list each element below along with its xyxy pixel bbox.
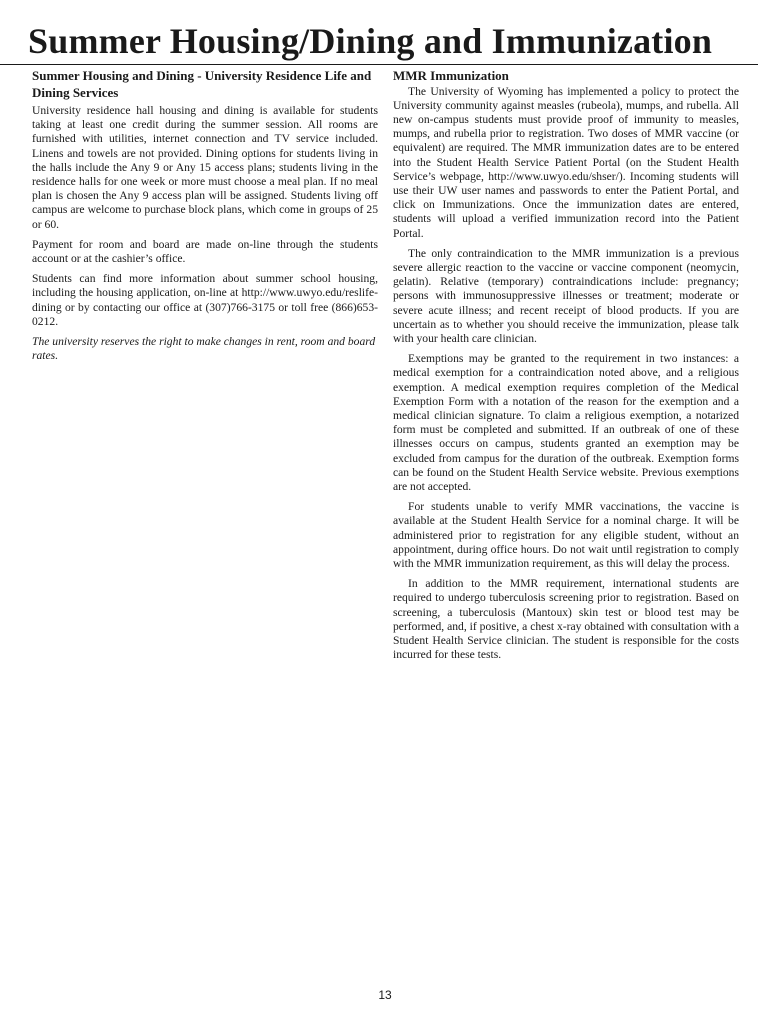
page-title: Summer Housing/Dining and Immunization [28, 21, 713, 61]
housing-paragraph-1: University residence hall housing and dining is available for students taking at least one credit during the summer session. All rooms are furnished with utilities, internet connection and TV service included. Linens and towels are not provided. Dining options for students living in the halls include the Any 9 or Any 15 access plans; students living in the residence halls for one week or more must choose a meal plan. If no meal plan is chosen the Any 9 access plan will be assigned. Students living off campus are welcome to purchase block plans, which come in groups of 25 or 60. [32, 104, 378, 231]
housing-column [32, 68, 378, 369]
housing-heading: Summer Housing and Dining - University Residence Life and Dining Services [32, 68, 372, 100]
mmr-heading: MMR Immunization [393, 68, 509, 83]
mmr-column [393, 68, 739, 668]
housing-paragraph-3: Students can find more information about summer school housing, including the housing application, on-line at http://www.uwyo.edu/reslife-dining or by contacting our office at (307)766-3175 or toll free (866)653-0212. [32, 272, 378, 328]
housing-disclaimer: The university reserves the right to make changes in rent, room and board rates. [32, 335, 376, 363]
title-divider [0, 64, 758, 65]
mmr-paragraph-3: Exemptions may be granted to the requirement in two instances: a medical exemption for a contraindication noted above, and a religious exemption. A medical exemption requires completion of the Medical Exemption Form with a notation of the reason for the exemption and a medical clinician signature. To claim a religious exemption, a notarized form must be completed and submitted. If an outbreak of one of these illnesses occurs on campus, students granted an exemption may be excluded from campus for the duration of the outbreak. Exemption forms can be found on the Student Health Service website. Previous exemptions are not accepted. [393, 352, 739, 493]
mmr-paragraph-2: The only contraindication to the MMR immunization is a previous severe allergic reaction to the vaccine or vaccine component (neomycin, gelatin). Relative (temporary) contraindications include: pregnancy; persons with immunosuppressive illnesses or treatment; moderate or severe acute illness; and recent receipt of blood products. If you are uncertain as to whether you should receive the immunization, please talk with your health care clinician. [393, 246, 739, 345]
mmr-paragraph-5: In addition to the MMR requirement, international students are required to undergo tuberculosis screening prior to registration. Based on screening, a tuberculosis (Mantoux) skin test or blood test may be performed, and, if positive, a chest x-ray obtained with consultation with a Student Health Service clinician. The student is responsible for the costs incurred for these tests. [393, 577, 739, 662]
page-number: 13 [378, 988, 392, 1002]
housing-paragraph-2: Payment for room and board are made on-line through the students account or at the cashier’s office. [32, 237, 378, 266]
mmr-paragraph-4: For students unable to verify MMR vaccinations, the vaccine is available at the Student Health Service for a nominal charge. It will be administered prior to registration for any eligible student, without an appointment, during office hours. Do not wait until registration to comply with the MMR immunization requirement, as this will delay the process. [393, 500, 739, 570]
mmr-paragraph-1: The University of Wyoming has implemented a policy to protect the University community against measles (rubeola), mumps, and rubella. All new on-campus students must provide proof of immunity to measles, mumps, and rubella prior to registration. Two doses of MMR vaccine (or equivalent) are required. The MMR immunization dates are to be entered into the Student Health Service Patient Portal (on the Student Health Service’s webpage, http://www.uwyo.edu/shser/). Incoming students will use their UW user names and passwords to enter the Patient Portal, and click on Immunizations. Once the immunization dates are entered, students will upload a verified immunization record into the Patient Portal. [393, 84, 739, 240]
